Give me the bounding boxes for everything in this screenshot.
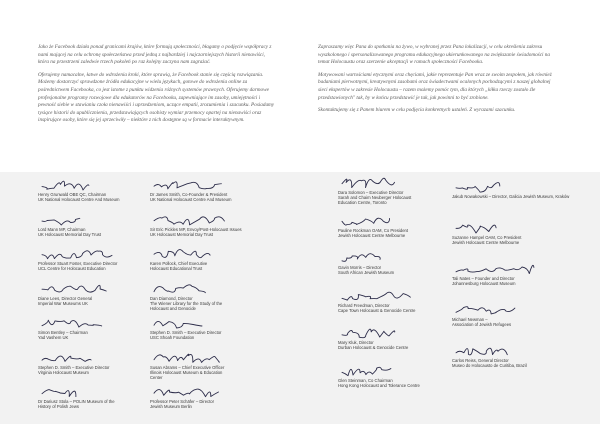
handwritten-signature [38, 349, 128, 365]
handwritten-signature [38, 383, 128, 399]
signatory-name: Simon Bentley – Chairman [38, 330, 88, 335]
handwritten-signature [452, 301, 542, 317]
handwritten-signature [150, 245, 240, 261]
signatory-entry [150, 176, 300, 204]
signatory-entry [150, 245, 300, 273]
signatory-name: Carlos Reiss, General Director [452, 358, 509, 363]
signatory-name: Center [150, 374, 163, 380]
signatory-entry [452, 260, 600, 288]
signatory-name: Holocaust Educational Trust [150, 266, 203, 271]
handwritten-signature [338, 287, 428, 303]
paragraph: Jako że Facebook działa ponad granicami krajów, które formują społeczności, błagamy o podjęcie współpracy z nami mającej na celu ochronę społeczeństwa przed jedną z najbardziej i najczarniejszych historii nienawiści, która na przestrzeni zaledwie trzech pokoleń po raz kolejny zaczyna nam zagrażać. [38, 44, 272, 66]
handwritten-signature [38, 176, 128, 192]
handwritten-signature [38, 245, 128, 261]
handwritten-signature [150, 383, 240, 399]
signatory-name: The Wiener Library for the Study of the [150, 300, 223, 306]
signatory-name: UK National Holocaust Centre And Museum [150, 197, 232, 202]
handwritten-signature [150, 314, 240, 330]
handwritten-signature [452, 260, 542, 276]
signatory-name: Jewish Museum Berlin [150, 404, 192, 409]
signatory-name: Museo do Holocausto de Curitiba, Brazil [452, 363, 527, 368]
signatory-name: Johannesburg Holocaust Museum [452, 281, 516, 286]
handwritten-signature [338, 212, 428, 228]
signatory-name: Glen Steinman, Co Chairman [338, 377, 393, 383]
signatory-name: Dr James Smith, Co-Founder & President [150, 192, 228, 197]
handwritten-signature [338, 249, 428, 265]
signatory-name: Imperial War Museums UK [38, 300, 88, 306]
handwritten-signature [38, 280, 128, 296]
signatory-entry [150, 383, 300, 411]
signatory-name: Jewish Holocaust Centre Melbourne [452, 240, 520, 245]
handwritten-signature [150, 349, 240, 365]
signatory-name: Lord Mann MP, Chairman [38, 226, 86, 232]
signatory-entry [150, 211, 300, 239]
signatures-panel [0, 172, 600, 424]
handwritten-signature [38, 314, 128, 330]
signatory-name: Durban Holocaust & Genocide Centre [338, 345, 409, 350]
handwritten-signature [338, 174, 428, 190]
signatory-name: South African Jewish Museum [338, 270, 395, 275]
letter-left-column [38, 44, 276, 130]
signatory-name: Tali Nates – Founder and Director [452, 276, 515, 281]
paragraph: Oferujemy namacalne, łatwe do wdrożenia kroki, które sprawią, że Facebook stanie się częścią rozwiązania. Możemy dostarczyć sprawdzone źródła edukacyjne w wielu językach, gotowe do wdrożenia online za pośrednictwem Facebooka, co jest istotne z punktu widzenia różnych systemów prawnych. Oferujemy darmowe profesjonalne programy rozwojowe dla edukatorów na Facebooku, zapewniające im zasoby, umiejętności i pewność siebie w stawianiu czoła nienawiści i uprzedzeniom, uczące empatii, zrozumienia i szacunku. Posiadamy tysiące historii do upublicznienia, przedstawiających osobisty wymiar przemocy opartej na nienawiści oraz inspirujące osoby, które się jej sprzeciwiły – niektóre z nich dostępne są w formacie interaktywnym. [38, 71, 275, 124]
signatory-name: UK Holocaust Memorial Day Trust [150, 231, 214, 237]
handwritten-signature [150, 280, 240, 296]
signatory-entry [150, 349, 300, 380]
signatory-name: Michael Newman – [452, 317, 488, 322]
signatory-name: UK Holocaust Memorial Day Trust [38, 231, 102, 237]
handwritten-signature [452, 342, 542, 358]
signatory-name: Jakub Nowakowski – Director, Galicia Jewish Museum, Kraków [452, 194, 570, 199]
signatory-name: Dr Dariusz Stola – POLIN Museum of the [38, 399, 115, 404]
signatory-name: Richard Freedman, Director [338, 302, 390, 308]
signatory-entry [150, 280, 300, 311]
signatory-name: Gavin Morris – Director [338, 265, 382, 270]
handwritten-signature [338, 324, 428, 340]
signatory-name: Karen Pollock, Chief Executive [150, 261, 208, 266]
signatory-entry [452, 342, 600, 370]
signatory-name: Stephen D. Smith – Executive Director [150, 330, 222, 335]
signatory-name: Dara Solomon – Executive Director [338, 190, 404, 195]
handwritten-signature [150, 176, 240, 192]
handwritten-signature [38, 211, 128, 227]
signatory-entry [452, 178, 600, 206]
signatory-name: Henry Grunwald OBE QC, Chairman [38, 192, 107, 197]
paragraph: Motywowani wartościami etycznymi oraz chęciami, jakie reprezentuje Pan wraz ze swoim zespołem, jak również badaniami pierwotnymi, kreatywnymi zasobami oraz świadectwami ocalonych pochodzącymi z naszej globalnej sieci ekspertów w zakresie Holocaustu – razem możemy pomóc tym, dla których „kiłka rzeczy zostało źle przedstawionych" tak, by w końcu przedstawić je tak, jak powinni to być zrobione. [318, 71, 552, 101]
signatory-name: Professor Peter Schäfer – Director [150, 399, 215, 404]
signatory-name: Professor Stuart Foster, Executive Director [38, 261, 118, 266]
paragraph: Skontaktujemy się z Panem biurem w celu podjęcia konkretnych ustaleń. Z wyrazami szacunku. [318, 107, 516, 114]
signatory-name: History of Polish Jews [38, 404, 79, 409]
signatory-name: Cape Town Holocaust & Genocide Centre [338, 307, 416, 313]
signatory-name: USC Shoah Foundation [150, 335, 195, 340]
signatory-name: Yad Vashem UK [38, 335, 69, 340]
signatory-entry [452, 219, 600, 247]
signatory-name: Suzanne Hampel OAM, Co President [452, 235, 522, 240]
handwritten-signature [452, 219, 542, 235]
handwritten-signature [338, 362, 428, 378]
handwritten-signature [452, 178, 542, 194]
signatory-name: Pauline Rockman OAM, Co President [338, 227, 409, 233]
signatory-entry [452, 301, 600, 329]
signatory-entry [150, 314, 300, 342]
signatory-name: Sarah and Chaim Neuberger Holocaust [338, 195, 412, 200]
signatory-name: Stephen D. Smith – Executive Director [38, 364, 110, 370]
signatory-name: Illinois Holocaust Museum & Education [150, 369, 223, 375]
signatory-name: Holocaust and Genocide [150, 305, 196, 311]
signatory-name: Diane Lees, Director General [38, 295, 93, 301]
signatory-name: Jewish Holocaust Centre Melbourne [338, 232, 406, 238]
signatory-name: UK National Holocaust Centre And Museum [38, 197, 120, 202]
paragraph: Zapraszamy więc Pana do spotkania na żywo, w wybranej przez Pana lokalizacji, w celu określenia zakresu wyszkolonego i spersonalizowanego programu edukacyjnego ukierunkowanego na zwiększanie świadomości na temat Holocaustu oraz szerzenie akceptacji w ramach społeczności Facebooka. [318, 44, 550, 66]
signatory-name: Virginia Holocaust Museum [38, 369, 89, 375]
signatory-name: Dan Diamond, Director [150, 295, 193, 301]
handwritten-signature [150, 211, 240, 227]
signatory-name: Sir Eric Pickles MP, Envoy/Post-Holocaust Issues [150, 226, 242, 232]
signatory-name: Mary Kluk, Director [338, 340, 374, 345]
signatory-name: Susan Abrams – Chief Executive Officer [150, 364, 225, 370]
letter-right-column [318, 44, 556, 120]
signatory-name: Association of Jewish Refugees [452, 322, 512, 327]
signatory-name: Hong Kong Holocaust and Tolerance Centre [338, 382, 420, 388]
signatory-name: UCL Centre for Holocaust Education [38, 266, 106, 271]
signatory-name: Education Centre, Toronto [338, 200, 387, 205]
